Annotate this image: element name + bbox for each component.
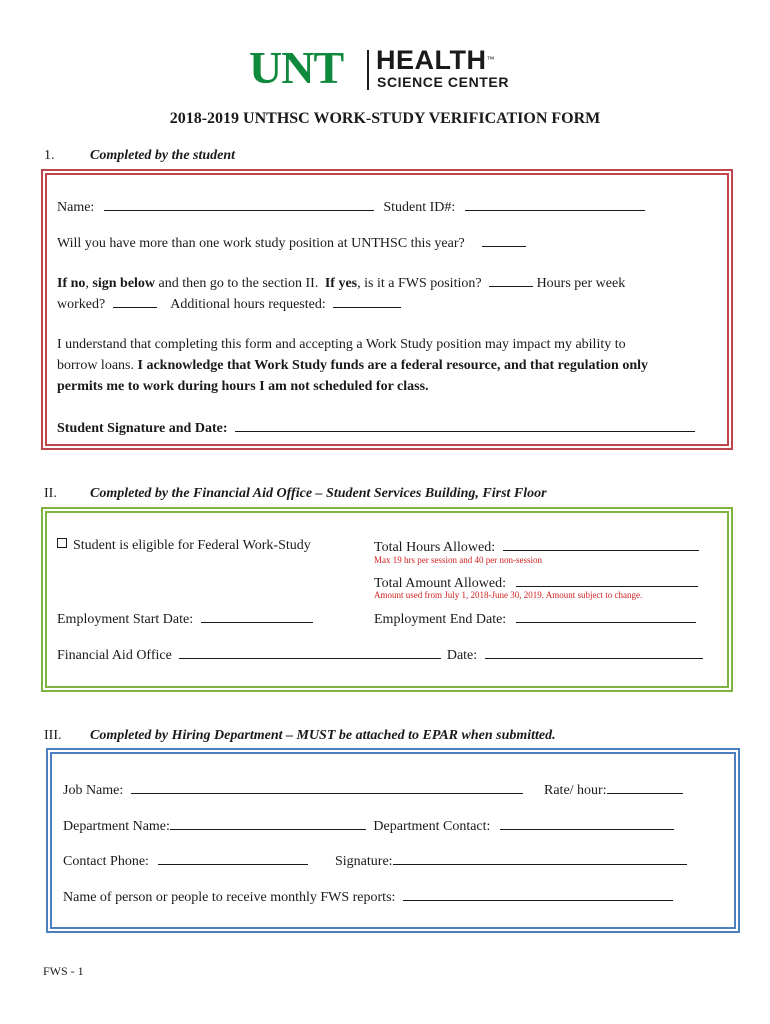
fws-reports-label: Name of person or people to receive monthly FWS reports: [63, 890, 396, 905]
end-date-row [374, 610, 696, 628]
logo-unt-text: UNT [249, 42, 344, 93]
eligible-row [57, 538, 311, 554]
department-row [63, 817, 674, 835]
total-hours-row [374, 538, 699, 556]
additional-hours-label: Additional hours requested: [170, 297, 326, 312]
page-footer-label: FWS - 1 [43, 964, 84, 978]
department-name-label: Department Name: [63, 819, 170, 834]
if-no-text: If no [57, 276, 86, 291]
worked-label: worked? [57, 297, 106, 312]
acknowledgement-paragraph [57, 334, 717, 397]
acknowledge-text: I acknowledge that Work Study funds are a federal resource, and that regulation only [137, 358, 649, 373]
start-date-row [57, 610, 313, 628]
name-label: Name: [57, 200, 95, 215]
department-contact-field[interactable] [500, 817, 674, 830]
section-1-heading: Completed by the student [90, 148, 236, 163]
hours-per-week-label: Hours per week [536, 276, 626, 291]
name-field[interactable] [104, 198, 374, 211]
understand-line: I understand that completing this form and accepting a Work Study position may impact my ability to [57, 337, 626, 352]
total-amount-field[interactable] [516, 574, 698, 587]
total-amount-note: Amount used from July 1, 2018-June 30, 2019. Amount subject to change. [374, 590, 643, 600]
section-2-number: II. [44, 486, 57, 501]
total-hours-label: Total Hours Allowed: [374, 540, 496, 555]
start-date-field[interactable] [201, 610, 313, 623]
comma-text: , [85, 276, 89, 291]
job-name-label: Job Name: [63, 783, 124, 798]
hours-worked-field[interactable] [113, 295, 157, 308]
eligible-label: Student is eligible for Federal Work-Study [73, 538, 311, 553]
rate-label: Rate/ hour: [544, 783, 607, 798]
section-3-heading: Completed by Hiring Department – MUST be attached to EPAR when submitted. [90, 728, 556, 743]
form-title: 2018-2019 UNTHSC WORK-STUDY VERIFICATION FORM [169, 110, 601, 127]
multiple-positions-question: Will you have more than one work study position at UNTHSC this year? [57, 236, 465, 251]
section-2-heading: Completed by the Financial Aid Office – Student Services Building, First Floor [90, 486, 547, 501]
sign-below-text: sign below [92, 276, 156, 291]
contact-phone-field[interactable] [158, 852, 308, 865]
department-name-field[interactable] [170, 817, 366, 830]
fa-office-label: Financial Aid Office [57, 648, 172, 663]
total-hours-note: Max 19 hrs per session and 40 per non-session [374, 555, 542, 565]
end-date-field[interactable] [516, 610, 696, 623]
student-signature-field[interactable] [235, 419, 695, 432]
if-yes-text: If yes [324, 276, 358, 291]
department-signature-label: Signature: [335, 854, 393, 869]
fws-position-answer[interactable] [489, 274, 533, 287]
department-contact-label: Department Contact: [373, 819, 491, 834]
then-section-text: and then go to the section II. [158, 276, 319, 291]
trademark-mark: ™ [486, 55, 495, 64]
multiple-positions-row [57, 234, 526, 252]
eligible-checkbox[interactable] [57, 538, 67, 548]
student-id-label: Student ID#: [383, 200, 456, 215]
contact-phone-label: Contact Phone: [63, 854, 149, 869]
student-signature-row [57, 419, 695, 437]
job-name-row [63, 781, 523, 799]
department-signature-field[interactable] [393, 852, 687, 865]
borrow-text: borrow loans. [57, 358, 134, 373]
name-row [57, 198, 645, 216]
fa-office-row [57, 646, 703, 664]
job-name-field[interactable] [131, 781, 523, 794]
end-date-label: Employment End Date: [374, 612, 507, 627]
fws-reports-field[interactable] [403, 888, 673, 901]
hours-worked-row [57, 295, 401, 313]
fa-date-field[interactable] [485, 646, 703, 659]
logo-divider [367, 50, 369, 90]
start-date-label: Employment Start Date: [57, 612, 194, 627]
student-signature-label: Student Signature and Date: [57, 421, 228, 436]
borrow-line [57, 355, 717, 376]
fa-office-signature-field[interactable] [179, 646, 441, 659]
multiple-positions-answer[interactable] [482, 234, 526, 247]
fws-question: , is it a FWS position? [357, 276, 482, 291]
additional-hours-field[interactable] [333, 295, 401, 308]
fws-position-row [57, 274, 625, 292]
section-1-number: 1. [44, 148, 55, 163]
student-id-field[interactable] [465, 198, 645, 211]
logo-health-text: HEALTH™ [376, 45, 495, 75]
section-3-number: III. [44, 728, 62, 743]
rate-field[interactable] [607, 781, 683, 794]
fa-date-label: Date: [446, 648, 478, 663]
permits-line: permits me to work during hours I am not scheduled for class. [57, 379, 429, 394]
fws-reports-row [63, 888, 673, 906]
total-hours-field[interactable] [503, 538, 699, 551]
department-signature-row [335, 852, 687, 870]
total-amount-label: Total Amount Allowed: [374, 576, 507, 591]
contact-phone-row [63, 852, 308, 870]
logo-science-center-text: SCIENCE CENTER [377, 74, 510, 90]
rate-row [544, 781, 683, 799]
